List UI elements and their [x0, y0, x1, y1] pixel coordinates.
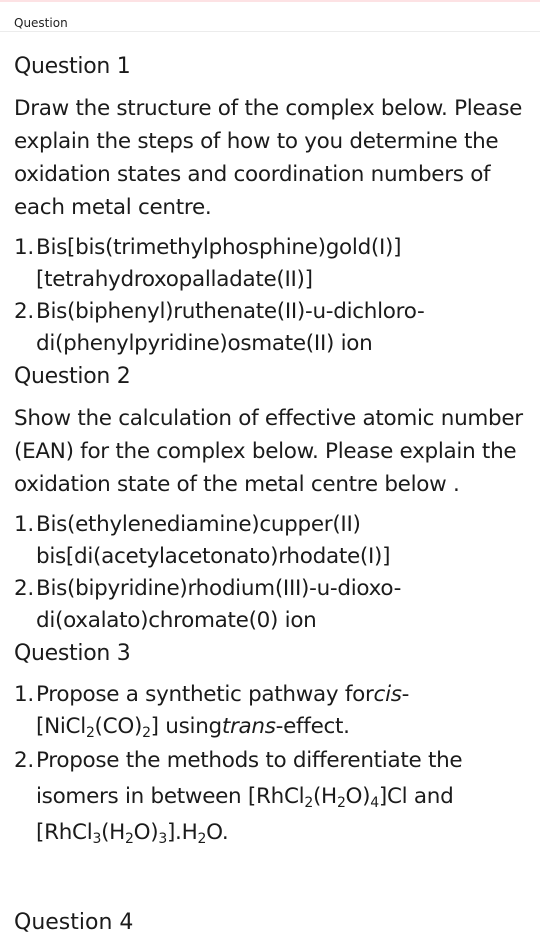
list-item-text: Bis[bis(trimethylphosphine)gold(I)] [tetrahydroxopalladate(II)] — [36, 235, 402, 292]
question-2-text: Show the calculation of effective atomic number (EAN) for the complex below. Please explain the oxidation state of the metal centre below . — [14, 406, 523, 497]
question-3-list — [14, 679, 526, 851]
text-part: (CO) — [94, 714, 143, 739]
subscript: 4 — [370, 795, 379, 811]
text-part: -effect. — [275, 714, 350, 739]
list-item — [14, 509, 526, 573]
list-number: 1. — [14, 235, 34, 260]
question-1-list — [14, 232, 526, 360]
italic-cis: cis — [373, 682, 402, 707]
subscript: 3 — [158, 831, 167, 847]
list-item-text: Bis(bipyridine)rhodium(III)-u-dioxo-di(oxalato)chromate(0) ion — [36, 576, 402, 633]
text-part: O) — [133, 820, 159, 845]
text-part: (H — [101, 820, 126, 845]
question-1-text: Draw the structure of the complex below. Please explain the steps of how to you determine the oxidation states and coordination numbers of each metal centre. — [14, 96, 523, 220]
text-part: O) — [345, 784, 371, 809]
list-item-text: Bis(biphenyl)ruthenate(II)-u-dichloro-di(phenylpyridine)osmate(II) ion — [36, 299, 425, 356]
question-4-title: Question 4 — [14, 910, 134, 935]
subscript: 2 — [142, 725, 151, 741]
subscript: 3 — [92, 831, 102, 847]
list-item — [14, 679, 526, 743]
subscript: 2 — [304, 795, 313, 811]
subscript: 2 — [336, 795, 346, 811]
subscript: 2 — [85, 725, 95, 741]
subscript: 2 — [125, 831, 134, 847]
text-part: ]Cl and [RhCl — [36, 784, 454, 845]
italic-trans: trans — [221, 714, 276, 739]
text-part: (H — [312, 784, 337, 809]
list-number: 1. — [14, 682, 34, 707]
list-number: 2. — [14, 576, 34, 601]
top-bar — [0, 0, 540, 32]
text-part: ] using — [150, 714, 222, 739]
list-item — [14, 232, 526, 296]
question-content — [0, 32, 540, 851]
question-3-title: Question 3 — [14, 641, 131, 666]
list-number: 1. — [14, 512, 34, 537]
question-2-list — [14, 509, 526, 637]
header-label: Question — [14, 16, 68, 30]
list-number: 2. — [14, 299, 34, 324]
question-1-title: Question 1 — [14, 54, 131, 79]
list-item — [14, 296, 526, 360]
subscript: 2 — [197, 831, 207, 847]
list-item-text: Bis(ethylenediamine)cupper(II) bis[di(acetylacetonato)rhodate(I)] — [36, 512, 391, 569]
text-part: ].H — [166, 820, 198, 845]
list-item — [14, 573, 526, 637]
text-part: Propose the methods to differentiate the isomers in between [RhCl — [36, 748, 463, 809]
text-part: -[NiCl — [36, 682, 410, 739]
list-number: 2. — [14, 748, 34, 773]
question-2-title: Question 2 — [14, 364, 131, 389]
text-part: Propose a synthetic pathway for — [36, 682, 374, 707]
list-item — [14, 743, 526, 851]
text-part: O. — [206, 820, 229, 845]
